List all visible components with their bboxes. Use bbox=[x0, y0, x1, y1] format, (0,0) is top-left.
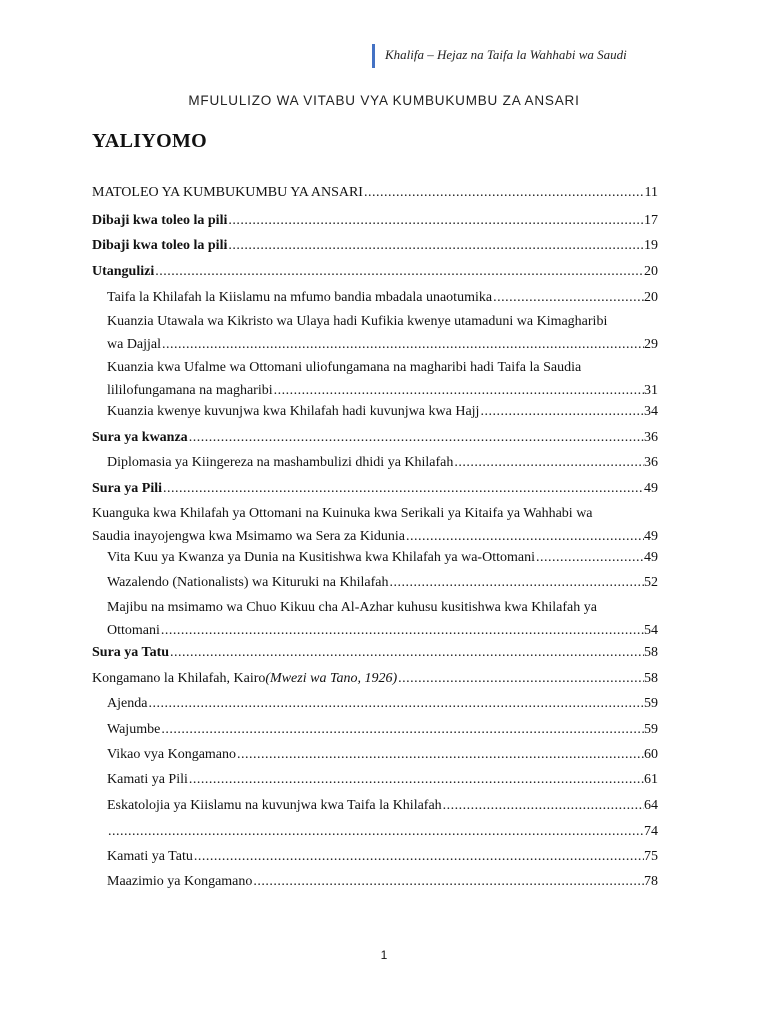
dot-leader bbox=[161, 718, 644, 741]
toc-entry-label: Diplomasia ya Kiingereza na mashambulizi dhidi ya Khilafah bbox=[107, 455, 454, 470]
toc-entry[interactable] bbox=[107, 794, 658, 817]
toc-entry[interactable] bbox=[107, 310, 658, 356]
toc-entry-page: 17 bbox=[644, 213, 658, 228]
toc-entry-label: Kuanzia kwa Ufalme wa Ottomani uliofungamana na magharibi hadi Taifa la Saudia bbox=[107, 360, 582, 375]
toc-entry[interactable] bbox=[92, 209, 658, 232]
toc-entry[interactable] bbox=[92, 502, 658, 548]
toc-entry-label: Dibaji kwa toleo la pili bbox=[92, 213, 228, 228]
toc-entry-label: Ottomani bbox=[107, 623, 160, 638]
dot-leader bbox=[170, 641, 644, 664]
dot-leader bbox=[406, 525, 644, 548]
dot-leader bbox=[454, 451, 644, 474]
toc-entry-label: Sura ya Pili bbox=[92, 481, 163, 496]
dot-leader bbox=[228, 209, 644, 232]
dot-leader bbox=[148, 692, 644, 715]
toc-entry-page: 58 bbox=[644, 645, 658, 660]
toc-entry-label: Sura ya Tatu bbox=[92, 645, 170, 660]
toc-entry[interactable] bbox=[92, 641, 658, 664]
dot-leader bbox=[228, 234, 644, 257]
toc-entry-label: Majibu na msimamo wa Chuo Kikuu cha Al-Azhar kuhusu kusitishwa kwa Khilafah ya bbox=[107, 600, 597, 615]
header-accent-bar bbox=[372, 44, 375, 68]
running-header bbox=[372, 42, 672, 68]
dot-leader bbox=[364, 181, 645, 204]
toc-entry-label: Maazimio ya Kongamano bbox=[107, 874, 253, 889]
toc-entry[interactable] bbox=[92, 181, 658, 204]
toc-entry-label: Kamati ya Pili bbox=[107, 772, 188, 787]
toc-entry[interactable] bbox=[107, 451, 658, 474]
toc-entry-page: 52 bbox=[644, 575, 658, 590]
toc-entry-label: Vita Kuu ya Kwanza ya Dunia na Kusitishwa kwa Khilafah ya wa-Ottomani bbox=[107, 550, 535, 565]
toc-entry-label: Dibaji kwa toleo la pili bbox=[92, 238, 228, 253]
dot-leader bbox=[108, 820, 644, 843]
toc-entry[interactable] bbox=[92, 260, 658, 283]
toc-entry-page: 59 bbox=[644, 696, 658, 711]
dot-leader bbox=[274, 379, 644, 402]
toc-entry-page: 19 bbox=[644, 238, 658, 253]
toc-entry-page: 20 bbox=[644, 290, 658, 305]
toc-entry-page: 59 bbox=[644, 722, 658, 737]
toc-entry-page: 58 bbox=[644, 671, 658, 686]
dot-leader bbox=[536, 546, 644, 569]
toc-entry-label: Kuanzia Utawala wa Kikristo wa Ulaya hadi Kufikia kwenye utamaduni wa Kimagharibi bbox=[107, 314, 608, 329]
toc-entry-page: 11 bbox=[644, 185, 658, 200]
toc-entry-label: MATOLEO YA KUMBUKUMBU YA ANSARI bbox=[92, 185, 363, 200]
toc-entry-label: Sura ya kwanza bbox=[92, 430, 188, 445]
toc-entry-page: 78 bbox=[644, 874, 658, 889]
toc-entry[interactable] bbox=[107, 400, 658, 423]
toc-entry[interactable] bbox=[107, 845, 658, 868]
toc-entry[interactable] bbox=[92, 667, 658, 690]
toc-entry[interactable] bbox=[107, 286, 658, 309]
toc-entry[interactable] bbox=[107, 718, 658, 741]
dot-leader bbox=[480, 400, 644, 423]
toc-entry-page: 74 bbox=[644, 824, 658, 839]
toc-entry-page: 34 bbox=[644, 404, 658, 419]
dot-leader bbox=[443, 794, 644, 817]
dot-leader bbox=[155, 260, 644, 283]
toc-entry-page: 54 bbox=[644, 623, 658, 638]
toc-entry[interactable] bbox=[107, 571, 658, 594]
toc-entry-page: 60 bbox=[644, 747, 658, 762]
toc-entry[interactable] bbox=[107, 768, 658, 791]
toc-entry[interactable] bbox=[107, 692, 658, 715]
toc-entry-page: 75 bbox=[644, 849, 658, 864]
toc-entry-label: Ajenda bbox=[107, 696, 148, 711]
dot-leader bbox=[493, 286, 644, 309]
toc-entry-page: 31 bbox=[644, 383, 658, 398]
toc-entry-page: 29 bbox=[644, 337, 658, 352]
toc-entry[interactable] bbox=[107, 596, 658, 642]
toc-entry[interactable] bbox=[92, 234, 658, 257]
toc-entry[interactable] bbox=[107, 743, 658, 766]
dot-leader bbox=[398, 667, 644, 690]
toc-entry[interactable] bbox=[107, 870, 658, 893]
toc-entry-date: (Mwezi wa Tano, 1926) bbox=[265, 671, 398, 686]
toc-entry-label: Kuanzia kwenye kuvunjwa kwa Khilafah hadi kuvunjwa kwa Hajj bbox=[107, 404, 480, 419]
toc-entry[interactable] bbox=[107, 546, 658, 569]
toc-entry-label: Taifa la Khilafah la Kiislamu na mfumo bandia mbadala unaotumika bbox=[107, 290, 493, 305]
toc-entry[interactable] bbox=[92, 477, 658, 500]
dot-leader bbox=[194, 845, 644, 868]
toc-entry-page: 61 bbox=[644, 772, 658, 787]
toc-entry-label: Wajumbe bbox=[107, 722, 161, 737]
toc-entry-page: 64 bbox=[644, 798, 658, 813]
dot-leader bbox=[161, 619, 644, 642]
toc-entry[interactable] bbox=[107, 356, 658, 402]
toc-entry-label: lililofungamana na magharibi bbox=[107, 383, 273, 398]
page-number: 1 bbox=[380, 948, 388, 962]
toc-entry-page: 20 bbox=[644, 264, 658, 279]
toc-entry[interactable] bbox=[92, 426, 658, 449]
toc-entry-page: 49 bbox=[644, 550, 658, 565]
toc-entry-page: 49 bbox=[644, 481, 658, 496]
toc-entry-page: 49 bbox=[644, 529, 658, 544]
toc-entry-label: Saudia inayojengwa kwa Msimamo wa Sera za Kidunia bbox=[92, 529, 405, 544]
dot-leader bbox=[189, 426, 644, 449]
toc-entry-label: wa Dajjal bbox=[107, 337, 162, 352]
toc-entry-label: Utangulizi bbox=[92, 264, 155, 279]
dot-leader bbox=[189, 768, 644, 791]
toc-entry-label: Wazalendo (Nationalists) wa Kituruki na Khilafah bbox=[107, 575, 389, 590]
dot-leader bbox=[163, 477, 644, 500]
toc-entry-label: Kamati ya Tatu bbox=[107, 849, 193, 864]
toc-entry-page: 36 bbox=[644, 455, 658, 470]
toc-entry-page: 36 bbox=[644, 430, 658, 445]
dot-leader bbox=[253, 870, 644, 893]
series-title: MFULULIZO WA VITABU VYA KUMBUKUMBU ZA ANSARI bbox=[188, 93, 580, 108]
toc-entry-label: Eskatolojia ya Kiislamu na kuvunjwa kwa Taifa la Khilafah bbox=[107, 798, 442, 813]
dot-leader bbox=[237, 743, 644, 766]
toc-entry-label: Vikao vya Kongamano bbox=[107, 747, 237, 762]
toc-entry-label: Kongamano la Khilafah, Kairo bbox=[92, 671, 266, 686]
running-title: Khalifa – Hejaz na Taifa la Wahhabi wa Saudi bbox=[385, 47, 627, 62]
dot-leader bbox=[390, 571, 644, 594]
toc-title: YALIYOMO bbox=[92, 130, 208, 152]
toc-entry[interactable] bbox=[107, 820, 658, 843]
dot-leader bbox=[162, 333, 644, 356]
toc-entry-label: Kuanguka kwa Khilafah ya Ottomani na Kuinuka kwa Serikali ya Kitaifa ya Wahhabi wa bbox=[92, 506, 593, 521]
